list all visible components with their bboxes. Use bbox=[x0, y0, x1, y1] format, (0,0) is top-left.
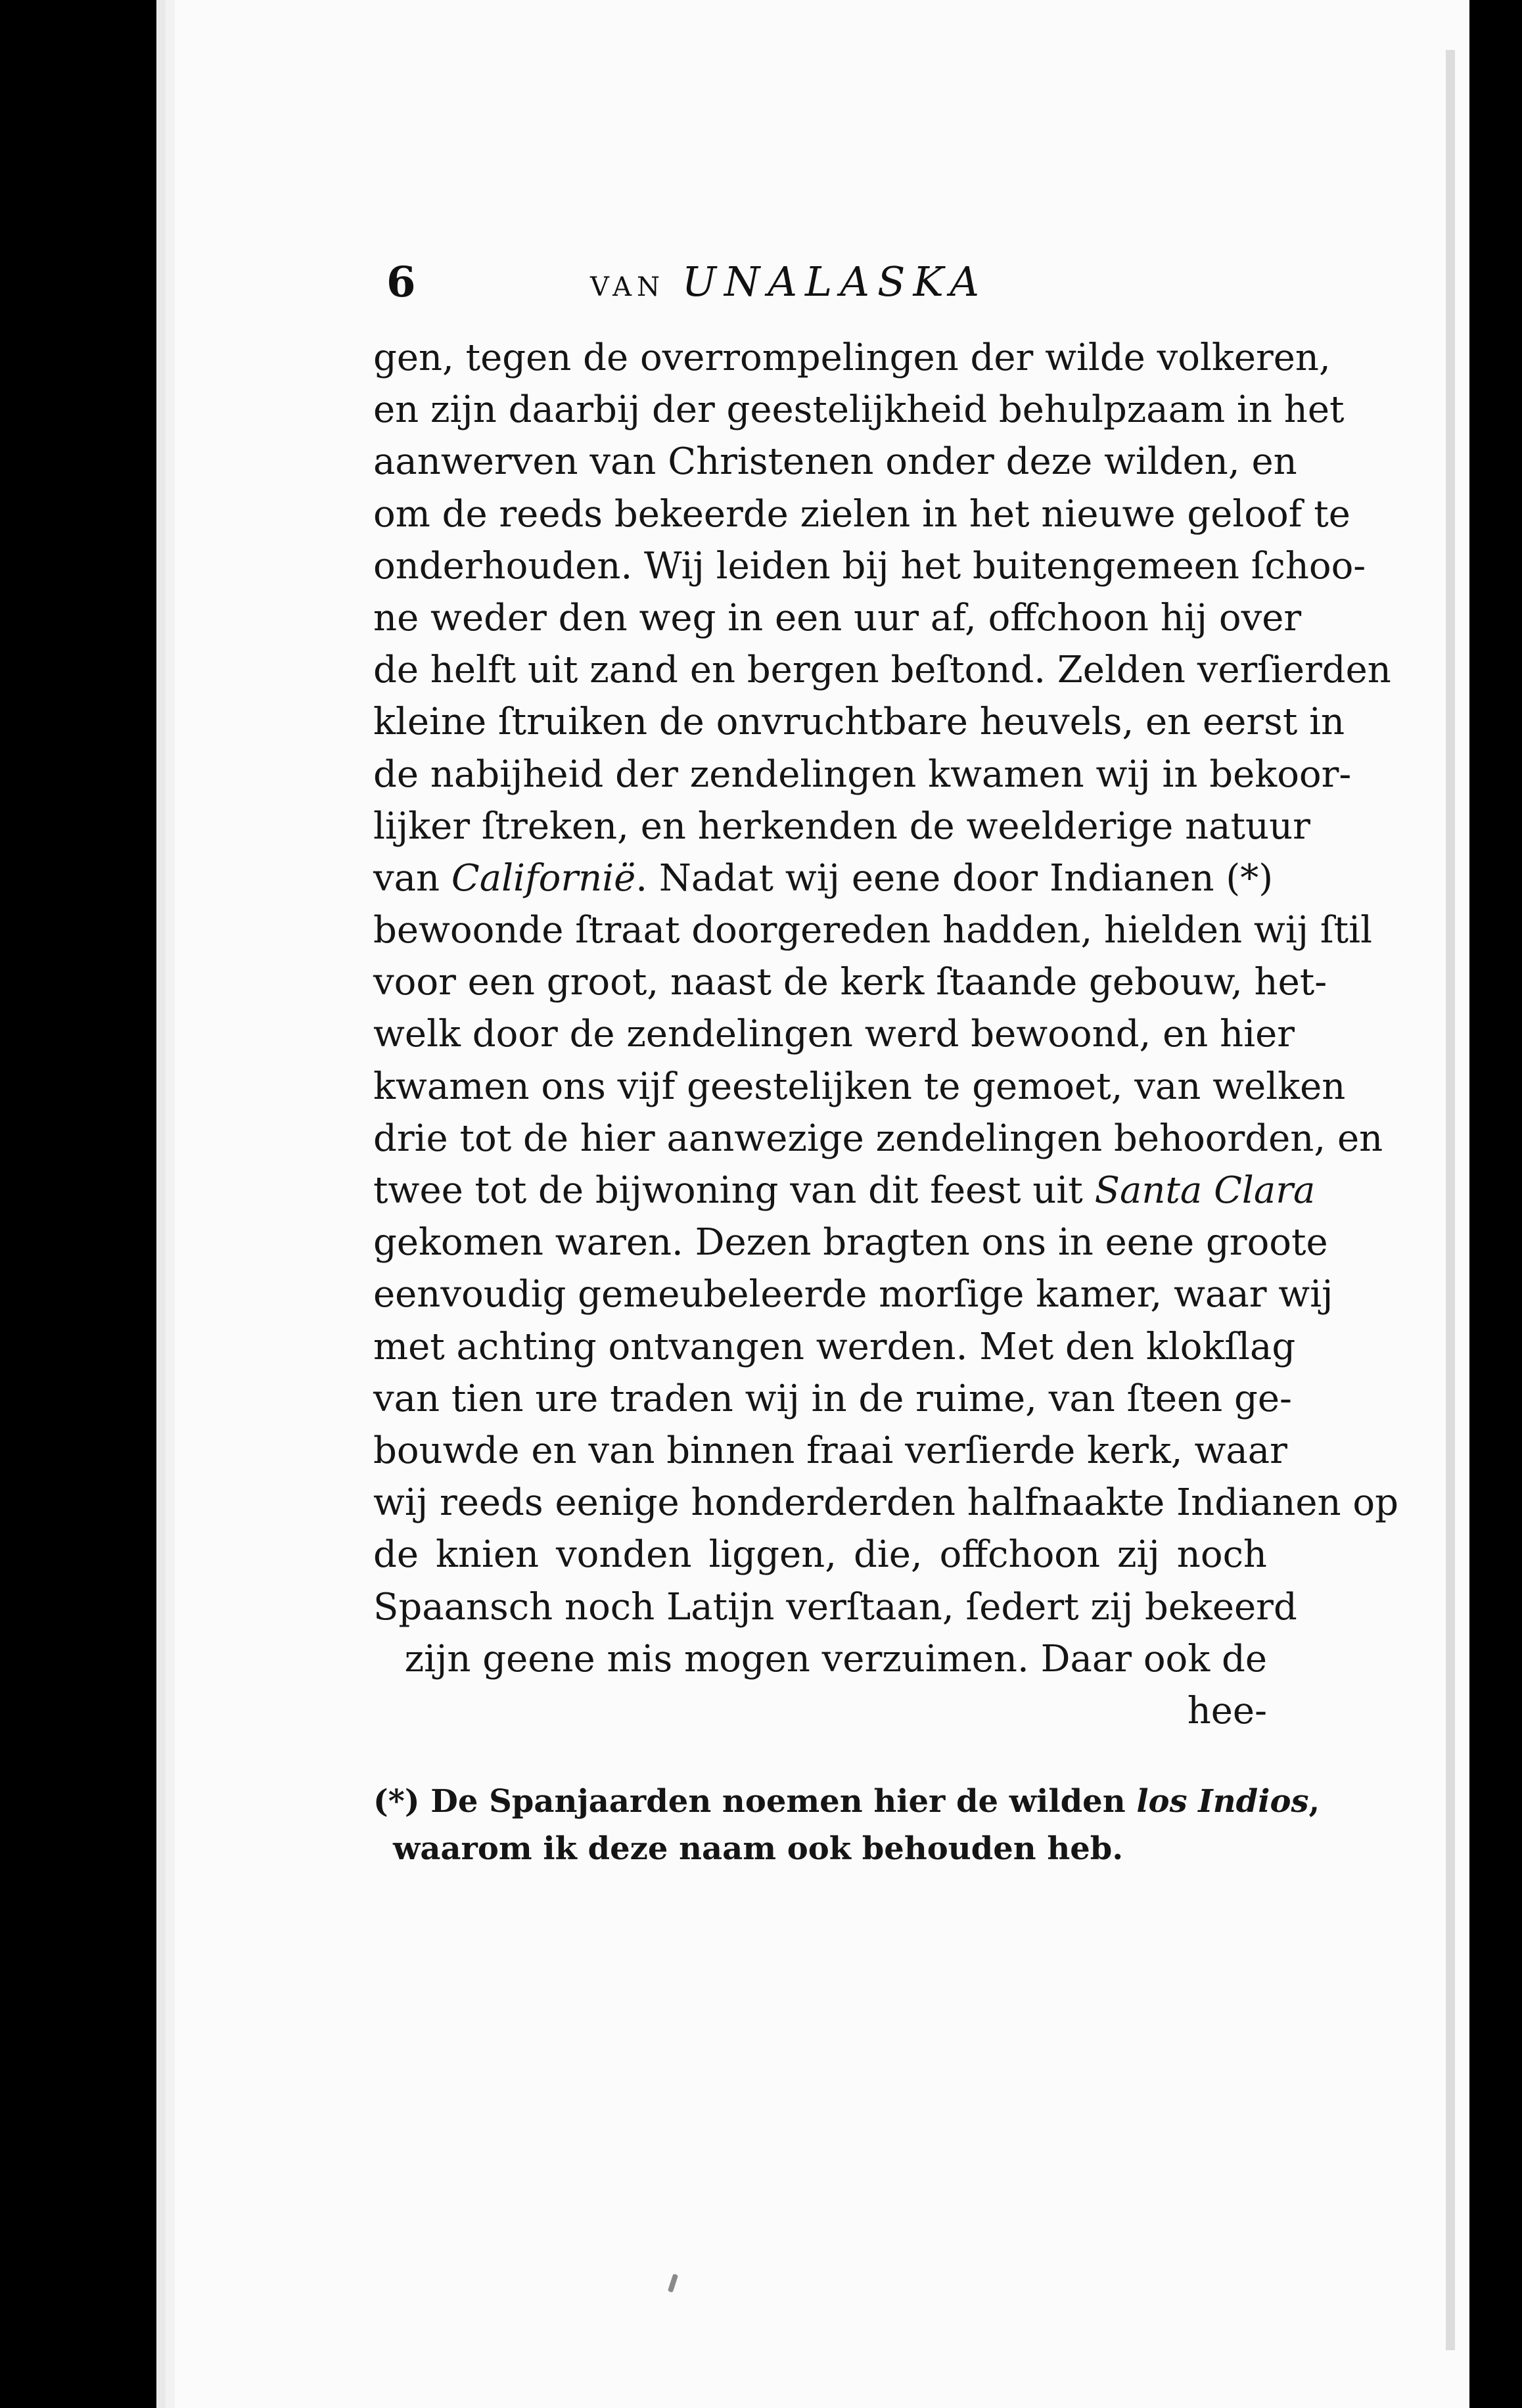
text-line: de knien vonden liggen, die, offchoon zij noch bbox=[373, 1533, 1267, 1577]
text-line: en zijn daarbij der geestelijkheid behulpzaam in het bbox=[373, 388, 1345, 432]
footnote-marker: (*) bbox=[373, 1783, 420, 1820]
text-line: onderhouden. Wij leiden bij het buitengemeen ſchoo- bbox=[373, 544, 1366, 588]
page-number: 6 bbox=[386, 258, 416, 307]
running-head bbox=[386, 258, 1320, 330]
footnote-line-1 bbox=[373, 1778, 1320, 1825]
italic-term: Californië bbox=[451, 856, 636, 900]
text-line: drie tot de hier aanwezige zendelingen behoorden, en bbox=[373, 1117, 1383, 1160]
text-line: welk door de zendelingen werd bewoond, en hier bbox=[373, 1013, 1295, 1056]
footnote-comma: , bbox=[1308, 1783, 1320, 1820]
footnote bbox=[373, 1778, 1320, 1872]
text-line: bouwde en van binnen fraai verſierde kerk, waar bbox=[373, 1429, 1287, 1472]
text-line: met achting ontvangen werden. Met den klokſlag bbox=[373, 1325, 1296, 1368]
catchword-text: hee- bbox=[1187, 1690, 1267, 1732]
text-line: voor een groot, naast de kerk ſtaande gebouw, het- bbox=[373, 961, 1327, 1004]
text-line: kleine ſtruiken de onvruchtbare heuvels, en eerst in bbox=[373, 701, 1345, 744]
text-line: de helft uit zand en bergen beſtond. Zelden verſierden bbox=[373, 649, 1391, 692]
text-line: bewoonde ſtraat doorgereden hadden, hielden wij ſtil bbox=[373, 909, 1372, 952]
page-edge bbox=[1446, 50, 1455, 2350]
running-head-prefix: VAN bbox=[590, 272, 666, 302]
text-line: kwamen ons vijf geestelijken te gemoet, van welken bbox=[373, 1065, 1346, 1108]
footnote-italic: los Indios bbox=[1136, 1783, 1309, 1820]
text-line: om de reeds bekeerde zielen in het nieuwe geloof te bbox=[373, 492, 1350, 536]
text-line: ne weder den weg in een uur af, offchoon hij over bbox=[373, 596, 1302, 639]
text-line: gekomen waren. Dezen bragten ons in eene groote bbox=[373, 1221, 1328, 1264]
text-line: van tien ure traden wij in de ruime, van ſteen ge- bbox=[373, 1377, 1292, 1420]
text-line: twee tot de bijwoning van dit feest uit Santa Clara bbox=[373, 1169, 1316, 1212]
footnote-line-2: waarom ik deze naam ook behouden heb. bbox=[393, 1830, 1124, 1867]
text-line: eenvoudig gemeubeleerde morſige kamer, waar wij bbox=[373, 1273, 1333, 1316]
text-line: van Californië. Nadat wij eene door Indianen (*) bbox=[373, 856, 1274, 900]
text-line: zijn geene mis mogen verzuimen. Daar ook de bbox=[404, 1637, 1267, 1680]
text-line: de nabijheid der zendelingen kwamen wij in bekoor- bbox=[373, 752, 1352, 796]
footnote-text-1: De Spanjaarden noemen hier de wilden bbox=[430, 1783, 1126, 1820]
catchword bbox=[373, 1685, 1267, 1737]
text-line: Spaansch noch Latijn verſtaan, ſedert zij bekeerd bbox=[373, 1585, 1297, 1629]
body-text bbox=[373, 332, 1398, 1685]
running-head-title bbox=[590, 258, 987, 306]
text-line: lijker ſtreken, en herkenden de weelderige natuur bbox=[373, 804, 1310, 848]
italic-term: Santa Clara bbox=[1094, 1169, 1316, 1212]
text-line: gen, tegen de overrompelingen der wilde volkeren, bbox=[373, 336, 1331, 379]
text-line: wij reeds eenige honderderden halfnaakte Indianen op bbox=[373, 1481, 1398, 1525]
text-line: aanwerven van Christenen onder deze wilden, en bbox=[373, 440, 1297, 484]
running-head-word: UNALASKA bbox=[681, 258, 988, 306]
